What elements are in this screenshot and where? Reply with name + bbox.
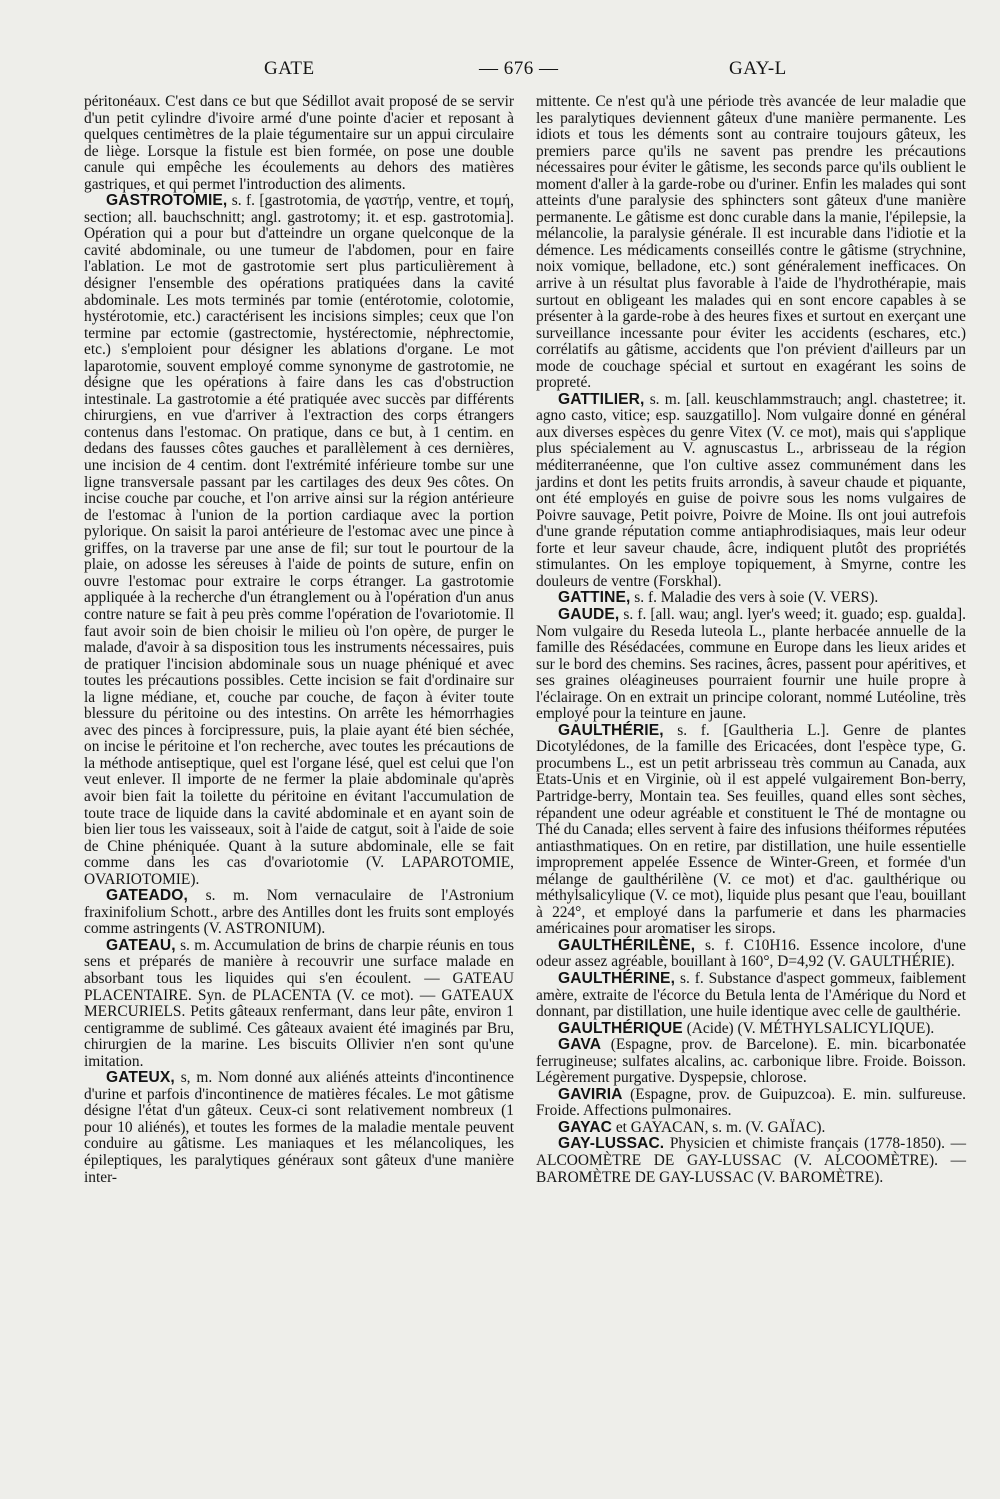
entry-headword: GASTROTOMIE,	[106, 192, 228, 210]
header-left-word: GATE	[264, 58, 315, 79]
dictionary-entry-gaultherie	[536, 723, 966, 938]
entry-headword: GATTILIER,	[558, 390, 645, 408]
page-number: — 676 —	[479, 58, 559, 79]
entry-text: s. f. Substance d'aspect gommeux, faiblement amère, extraite de l'écorce du Betula lenta de l'Amérique du Nord et donnant, par distillation, une huile identique avec celle de gaulthérie.	[536, 969, 966, 1021]
entry-headword: GATEAU,	[106, 936, 176, 954]
dictionary-entry-gay-lussac	[536, 1136, 966, 1186]
header-right-word: GAY-L	[729, 58, 787, 79]
entry-text: péritonéaux. C'est dans ce but que Sédillot avait proposé de se servir d'un petit cylindre d'ivoire armé d'une pointe d'acier et reposant à quelques centimètres de la plaie tégumentaire sur un appui circulaire de liège. Lorsque la fistule est bien formée, on pose une double canule qui empêche les écoulements au dehors des matières gastriques, et qui permet l'introduction des aliments.	[84, 93, 514, 193]
dictionary-entry-gaultherilene	[536, 938, 966, 971]
entry-headword: GAVIRIA	[558, 1085, 623, 1103]
entry-headword: GAUDE,	[558, 605, 620, 623]
entry-text: (Espagne, prov. de Guipuzcoa). E. min. sulfureuse. Froide. Affections pulmonaires.	[536, 1085, 966, 1120]
dictionary-entry-gattilier	[536, 392, 966, 591]
dictionary-entry-p2	[536, 94, 966, 392]
entry-headword: GATEUX,	[106, 1069, 175, 1087]
entry-text: Physicien et chimiste français (1778-1850). — ALCOOMÈTRE DE GAY-LUSSAC (V. ALCOOMÈTRE). — BAROMÈTRE DE GAY-LUSSAC (V. BAROMÈTRE).	[536, 1135, 966, 1186]
dictionary-entry-gayac	[536, 1120, 966, 1137]
entry-headword: GAYAC	[558, 1118, 612, 1136]
entry-text: (Espagne, prov. de Barcelone). E. min. bicarbonatée ferrugineuse; sulfates alcalins, ac. carbonique libre. Froide. Boisson. Légèrement purgative. Dyspepsie, chlorose.	[536, 1036, 966, 1087]
dictionary-entry-gaviria	[536, 1087, 966, 1120]
dictionary-entry-gaultherique	[536, 1021, 966, 1038]
entry-text: s. f. Maladie des vers à soie (V. VERS).	[634, 589, 879, 607]
left-column	[84, 94, 514, 1186]
entry-headword: GAULTHÉRIQUE	[558, 1019, 683, 1037]
running-head	[84, 58, 916, 86]
entry-text: (Acide) (V. MÉTHYLSALICYLIQUE).	[686, 1019, 935, 1037]
dictionary-entry-p1	[84, 94, 514, 193]
entry-headword: GAY-LUSSAC.	[558, 1135, 665, 1153]
entry-headword: GATTINE,	[558, 589, 631, 607]
dictionary-entry-gastrotomie	[84, 193, 514, 888]
dictionary-entry-gaude	[536, 607, 966, 723]
dictionary-entry-gateau	[84, 938, 514, 1070]
dictionary-entry-gateux	[84, 1070, 514, 1186]
entry-text: s. f. [gastrotomia, de γαστήρ, ventre, et τομή, section; all. bauchschnitt; angl. gastrotomy; it. et esp. gastrotomia]. Opération qui a pour but d'atteindre un organe quelconque de la cavité abdominale, ou une tumeur de l'abdomen, pour en faire l'ablation. Le mot de gastrotomie sert plus particulièrement à désigner l'ensemble des opérations pratiquées dans la cavité abdominale. Les mots terminés par tomie (entérotomie, colotomie, hystérotomie, etc.) caractérisent les incisions simples; ceux que l'on termine par ectomie (gastrectomie, hystérectomie, néphrectomie, etc.) s'emploient pour désigner les ablations d'organe. Le mot laparotomie, souvent employé comme synonyme de gastrotomie, ne désigne que les opérations à faire dans les cas d'obstruction intestinale. La gastrotomie a été pratiquée avec succès par différents chirurgiens, en vue d'arriver à l'extraction des corps étrangers contenus dans l'estomac. On pratique, dans ce but, à 1 centim. en dedans des fausses côtes gauches et parallèlement à ces dernières, une incision de 4 centim. dont l'extrémité inférieure tombe sur une ligne transversale passant par les cartilages des deux 9es côtes. On incise couche par couche, et l'on arrive ainsi sur la région antérieure de l'estomac à l'union de la portion cardiaque avec la portion pylorique. On saisit la paroi antérieure de l'estomac avec une pince à griffes, on la traverse par une anse de fil; sur tout le pourtour de la plaie, on adosse les séreuses à l'aide de points de suture, enfin on ouvre l'estomac pour extraire le corps étranger. La gastrotomie appliquée à la recherche d'un étranglement ou à l'opération d'un anus contre nature se fait à peu près comme l'opération de l'ovariotomie. Il faut avoir soin de bien choisir le milieu où l'on opère, de purger le malade, d'avoir à sa disposition tous les instruments nécessaires, puis de pratiquer l'incision abdominale sous un nuage phéniqué et avec toutes les précautions possibles. Cette incision se fait d'ordinaire sur la ligne médiane, et, couche par couche, de façon à éviter toute blessure du péritoine ou des intestins. On arrête les hémorrhagies avec des pinces à forcipressure, puis, la plaie ayant été bien séchée, on incise le péritoine et l'on recherche, avec toutes les précautions de la méthode antiseptique, quel est l'organe lésé, quel est celui que l'on veut enlever. Il importe de ne fermer la plaie abdominale qu'après avoir bien fait la toilette du péritoine en évitant l'accumulation de toute trace de liquide dans la cavité abdominale et en ayant soin de bien lier tous les vaisseaux, soit à l'aide de catgut, soit à l'aide de soie de Chine phéniquée. Quant à la suture abdominale, elle se fait comme dans les cas d'ovariotomie (V. LAPAROTOMIE, OVARIOTOMIE).	[84, 192, 514, 888]
entry-text: et GAYACAN, s. m. (V. GAÏAC).	[615, 1118, 826, 1136]
entry-headword: GAULTHÉRILÈNE,	[558, 936, 696, 954]
right-column	[536, 94, 966, 1186]
entry-text: s. m. [all. keuschlammstrauch; angl. chastetree; it. agno casto, vitice; esp. sauzgatillo]. Nom vulgaire donné en général aux diverses espèces du genre Vitex (V. ce mot), mais qui s'applique plus spécialement au V. agnuscastus L., arbrisseau de la région méditerranéenne, que l'on cultive assez communément dans les jardins et dont les petits fruits arrondis, à saveur chaude et piquante, ont été employés en guise de poivre sous les noms vulgaires de Poivre sauvage, Petit poivre, Poivre de Moine. Ils ont joui autrefois d'une grande réputation comme antiaphrodisiaques, mais leur odeur forte et leur saveur chaude, âcre, indiquent plutôt des propriétés stimulantes. On les employe topiquement, à Smyrne, contre les douleurs de ventre (Forskhal).	[536, 390, 966, 590]
entry-headword: GATEADO,	[106, 887, 188, 905]
dictionary-entry-gaultherine	[536, 971, 966, 1021]
dictionary-entry-gattine	[536, 590, 966, 607]
entry-text: s. f. [all. wau; angl. lyer's weed; it. guado; esp. gualda]. Nom vulgaire du Reseda luteola L., plante herbacée annuelle de la famille des Résédacées, commune en Europe dans les lieux arides et sur le bord des chemins. Ses racines, âcres, passent pour apéritives, et ses graines oléagineuses pourraient fournir une huile propre à l'éclairage. On en extrait un principe colorant, nommé Lutéoline, très employé pour la teinture en jaune.	[536, 605, 966, 723]
entry-text: s. m. Accumulation de brins de charpie réunis en tous sens et préparés de manière à recouvrir une surface malade en absorbant tous les liquides qui s'en écoulent. — GATEAU PLACENTAIRE. Syn. de PLACENTA (V. ce mot). — GATEAUX MERCURIELS. Petits gâteaux renfermant, dans leur pâte, environ 1 centigramme de sublimé. Ces gâteaux avaient été imaginés par Bru, chirurgien de la marine. Les biscuits Ollivier n'en sont qu'une imitation.	[84, 936, 514, 1070]
entry-text: s. f. C10H16. Essence incolore, d'une odeur assez agréable, bouillant à 160°, D=4,92 (V. GAULTHÉRIE).	[536, 936, 966, 971]
entry-text: s. f. [Gaultheria L.]. Genre de plantes Dicotylédones, de la famille des Ericacées, dont l'espèce type, G. procumbens L., est un petit arbrisseau très commun au Canada, aux Etats-Unis et en Virginie, où il est appelé vulgairement Bon-berry, Partridge-berry, Montain tea. Ses feuilles, quand elles sont sèches, répandent une odeur agréable et constituent le Thé de montagne ou Thé du Canada; elles servent à faire des infusions théiformes réputées antiasthmatiques. On en retire, par distillation, une huile essentielle improprement appelée Essence de Winter-Green, et formée d'un mélange de gaulthérilène (V. ce mot) et d'ac. gaulthérique ou méthylsalicylique (V. ce mot), liquide plus pesant que l'eau, bouillant à 224°, et employé dans la parfumerie et dans les pharmacies américaines pour aromatiser les sirops.	[536, 721, 966, 938]
entry-headword: GAULTHÉRIE,	[558, 721, 664, 739]
entry-headword: GAULTHÉRINE,	[558, 969, 675, 987]
dictionary-entry-gateado	[84, 888, 514, 938]
entry-headword: GAVA	[558, 1036, 602, 1054]
entry-text: s. m. Nom vernaculaire de l'Astronium fraxinifolium Schott., arbre des Antilles dont les fruits sont employés comme astringents (V. ASTRONIUM).	[84, 887, 514, 938]
dictionary-entry-gava	[536, 1037, 966, 1087]
entry-text: s, m. Nom donné aux aliénés atteints d'incontinence d'urine et parfois d'incontinence de matières fécales. Le mot gâtisme désigne l'état d'un gâteux. Ceux-ci sont relativement nombreux (1 pour 10 aliénés), et toutes les formes de la maladie mentale peuvent conduire au gâtisme. Les maniaques et les mélancoliques, les épileptiques, les paralytiques généraux sont gâteux d'une manière inter-	[84, 1069, 514, 1186]
entry-text: mittente. Ce n'est qu'à une période très avancée de leur maladie que les paralytiques deviennent gâteux d'une manière permanente. Les idiots et tous les déments sont au contraire toujours gâteux, les premiers parce qu'ils ne savent pas prendre les précautions nécessaires pour éviter le gâtisme, les seconds parce qu'ils oublient le moment d'aller à la garde-robe ou d'uriner. Enfin les malades qui sont atteints d'une paralysie des sphincters sont gâteux d'une manière permanente. Le gâtisme est donc curable dans la manie, l'épilepsie, la mélancolie, la paralysie générale. Il est incurable dans l'idiotie et la démence. Les médicaments conseillés contre le gâtisme (strychnine, noix vomique, belladone, etc.) sont généralement inefficaces. On arrive à un résultat plus favorable à l'aide de l'hydrothérapie, mais surtout en obligeant les malades qui en sont encore capables à se présenter à la garde-robe à des heures fixes et surtout en exerçant une surveillance incessante pour éviter les accidents (eschares, etc.) corrélatifs au gâtisme, accidents que l'on prévient d'ailleurs par un mode de couchage spécial et surtout en exagérant les soins de propreté.	[536, 93, 966, 392]
